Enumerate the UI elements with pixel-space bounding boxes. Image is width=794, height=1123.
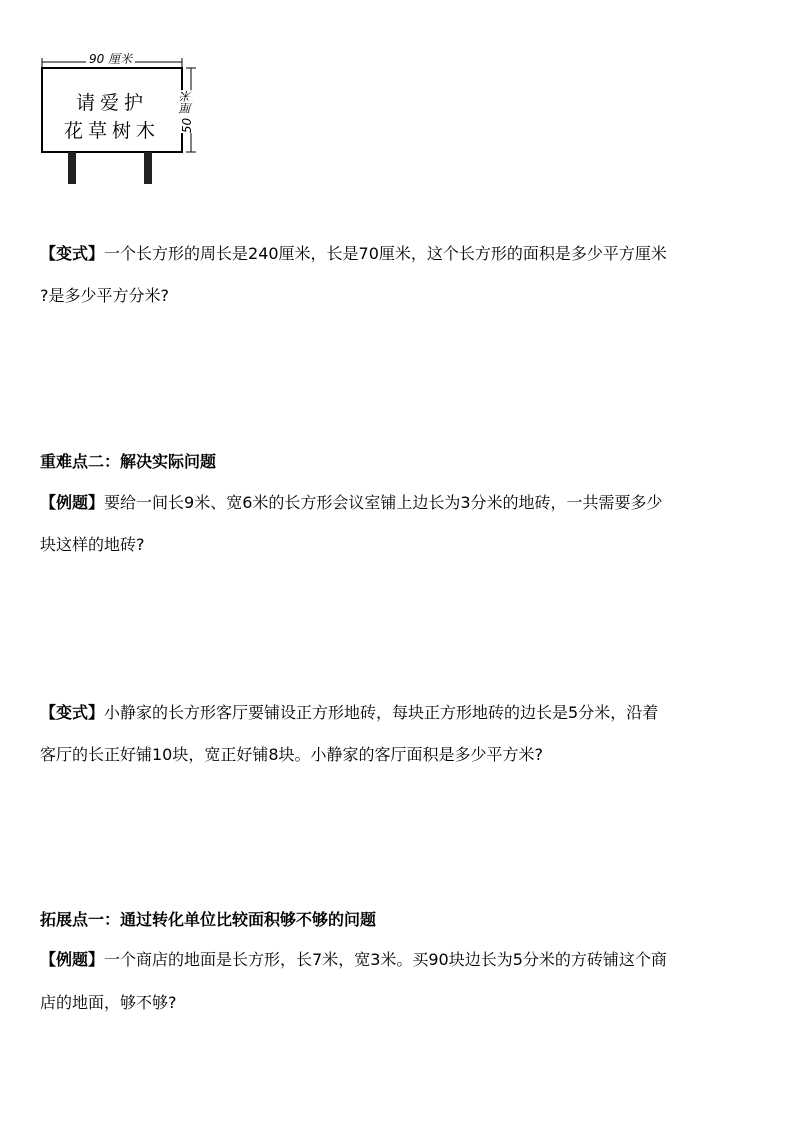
tag-example: 【例题】 [40, 493, 105, 512]
tag-variant: 【变式】 [40, 244, 105, 263]
problem-text: 小静家的长方形客厅要铺设正方形地砖，每块正方形地砖的边长是5分米，沿着 [104, 703, 659, 722]
sign-text-line1: 请爱护 [75, 92, 148, 114]
problem-variant-2-line1 [40, 703, 658, 723]
problem-variant-1-line1 [40, 244, 667, 264]
problem-text: 一个商店的地面是长方形，长7米，宽3米。买90块边长为5分米的方砖铺这个商 [104, 950, 667, 969]
tag-example: 【例题】 [40, 950, 105, 969]
sign-figure [36, 50, 206, 190]
problem-example-2-line1 [40, 950, 667, 970]
problem-variant-1-line2: ?是多少平方分米? [40, 286, 169, 305]
width-label: 90 厘米 [86, 50, 135, 67]
sign-text-line2: 花草树木 [63, 120, 160, 142]
section-heading-difficulty-2: 重难点二：解决实际问题 [40, 452, 217, 471]
problem-example-1-line2: 块这样的地砖? [40, 535, 145, 554]
tag-variant: 【变式】 [40, 703, 105, 722]
problem-example-1-line1 [40, 493, 663, 513]
problem-text: 一个长方形的周长是240厘米，长是70厘米，这个长方形的面积是多少平方厘米 [104, 244, 667, 263]
problem-text: 要给一间长9米、宽6米的长方形会议室铺上边长为3分米的地砖，一共需要多少 [104, 493, 663, 512]
section-heading-extension-1: 拓展点一：通过转化单位比较面积够不够的问题 [40, 910, 377, 929]
problem-variant-2-line2: 客厅的长正好铺10块，宽正好铺8块。小静家的客厅面积是多少平方米? [40, 745, 544, 764]
height-label: 50 厘米 [180, 90, 194, 134]
problem-example-2-line2: 店的地面，够不够? [40, 993, 177, 1012]
